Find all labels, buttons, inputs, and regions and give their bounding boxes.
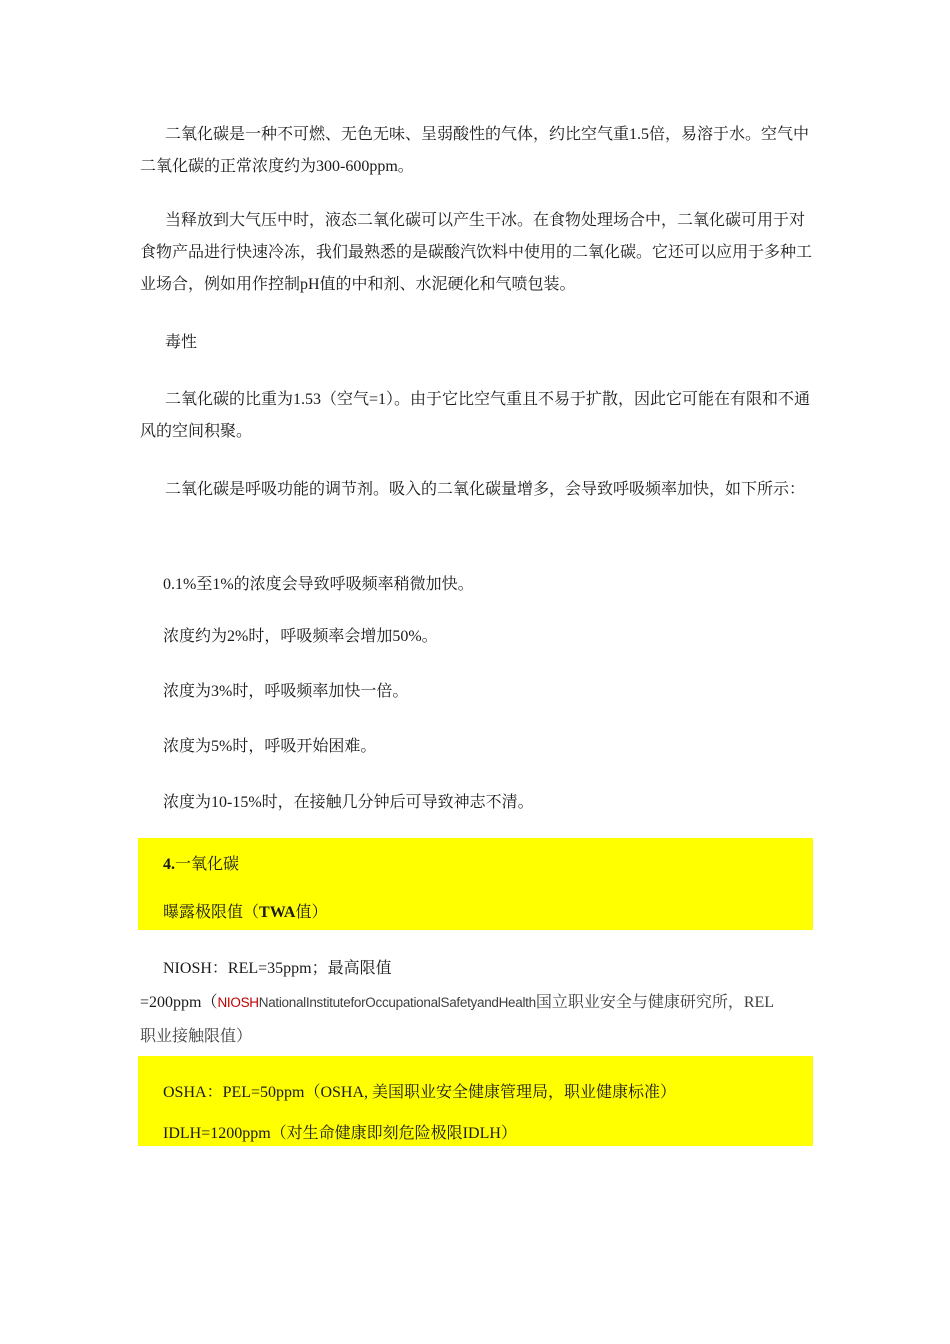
highlight-section-co xyxy=(138,838,813,930)
highlight-section-osha xyxy=(138,1056,813,1146)
heading-toxicity: 毒性 xyxy=(165,334,198,351)
section-title: 一氧化碳 xyxy=(175,856,240,873)
paragraph-respiration: 二氧化碳是呼吸功能的调节剂。吸入的二氧化碳量增多，会导致呼吸频率加快，如下所示： xyxy=(165,481,806,498)
paragraph-co2-uses: 当释放到大气压中时，液态二氧化碳可以产生干冰。在食物处理场合中，二氧化碳可用于对食物产品进行快速冷冻，我们最熟悉的是碳酸汽饮料中使用的二氧化碳。它还可以应用于多种工业场合，例如用作控制pH值的中和剂、水泥硬化和气喷包装。 xyxy=(140,212,813,293)
effect-item: 浓度为3%时，呼吸频率加快一倍。 xyxy=(163,683,409,700)
niosh-line-3: 职业接触限值） xyxy=(140,1028,253,1045)
paragraph-co2-properties: 二氧化碳是一种不可燃、无色无味、呈弱酸性的气体，约比空气重1.5倍，易溶于水。空气中二氧化碳的正常浓度约为300-600ppm。 xyxy=(140,126,810,175)
effect-item: 浓度约为2%时，呼吸频率会增加50%。 xyxy=(163,628,438,645)
niosh-chinese-name: 国立职业安全与健康研究所，REL xyxy=(535,994,775,1011)
niosh-line-1: NIOSH：REL=35ppm；最高限值 xyxy=(163,960,392,977)
effect-item: 浓度为10-15%时，在接触几分钟后可导致神志不清。 xyxy=(163,794,534,811)
niosh-ceiling: =200ppm（ xyxy=(140,994,218,1011)
niosh-full-name: NationalInstituteforOccupationalSafetyandHealth xyxy=(258,995,536,1010)
section-heading xyxy=(163,853,239,877)
exposure-limit-heading xyxy=(163,901,327,925)
exposure-twa: TWA xyxy=(259,904,296,921)
niosh-acronym: NIOSH xyxy=(217,995,259,1010)
exposure-prefix: 曝露极限值（ xyxy=(163,904,260,921)
idlh-line: IDLH=1200ppm（对生命健康即刻危险极限IDLH） xyxy=(163,1125,517,1142)
effect-item: 0.1%至1%的浓度会导致呼吸频率稍微加快。 xyxy=(163,576,474,593)
paragraph-specific-gravity: 二氧化碳的比重为1.53（空气=1）。由于它比空气重且不易于扩散，因此它可能在有限和不通风的空间积聚。 xyxy=(140,391,811,440)
exposure-suffix: 值） xyxy=(295,904,328,921)
osha-line: OSHA：PEL=50ppm（OSHA, 美国职业安全健康管理局，职业健康标准） xyxy=(163,1084,677,1101)
effect-item: 浓度为5%时，呼吸开始困难。 xyxy=(163,738,377,755)
niosh-line-2 xyxy=(140,991,774,1015)
section-number: 4. xyxy=(163,856,175,873)
